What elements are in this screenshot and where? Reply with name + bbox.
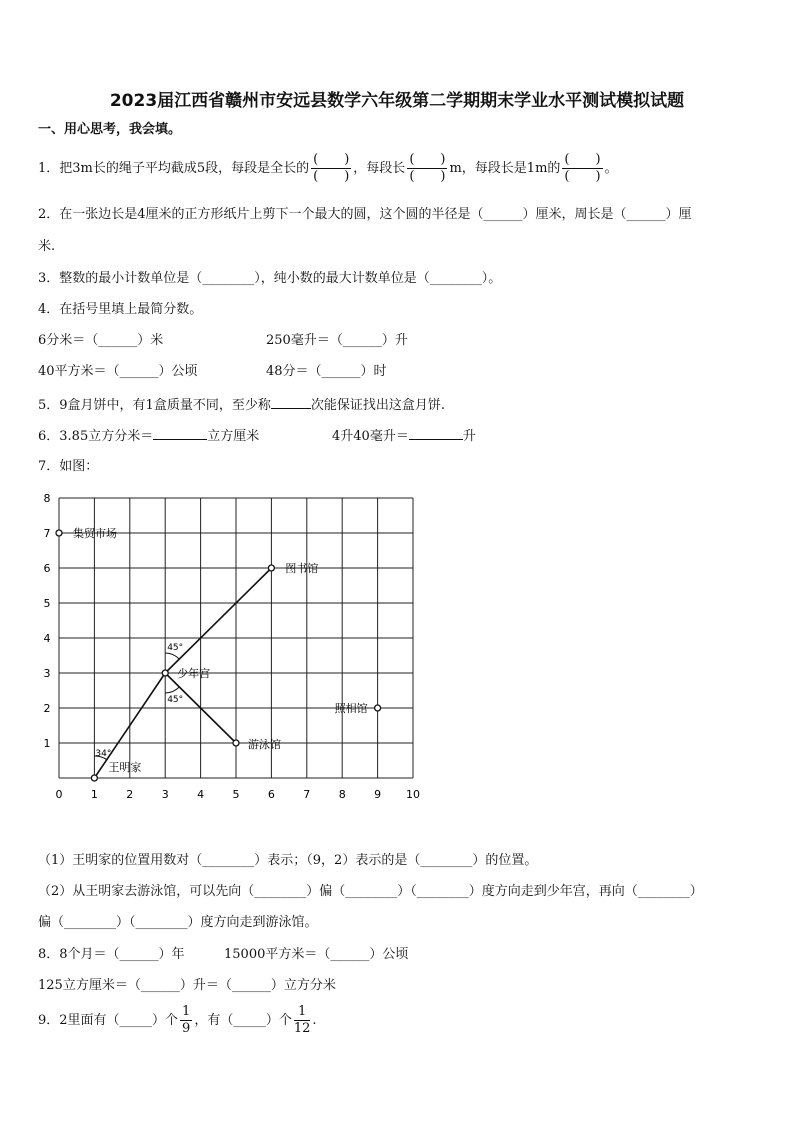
y-tick-label: 1 (43, 737, 51, 750)
y-tick-label: 8 (43, 492, 51, 505)
x-tick-label: 8 (338, 788, 346, 801)
x-tick-label: 5 (232, 788, 240, 801)
angle-arc (165, 653, 179, 659)
point-marker (162, 670, 168, 676)
point-marker (268, 565, 274, 571)
angle-label: 45° (167, 695, 184, 705)
question-9: 9．2里面有（_____）个 $\frac{1}{9}$ ，有（_____）个 $\frac{1}{12}$ . (38, 1004, 317, 1036)
question-7-heading: 7．如图： (38, 459, 99, 474)
y-tick-label: 2 (43, 702, 51, 715)
question-4-d: 48分＝（______）时 (266, 364, 387, 379)
question-4-b: 250毫升＝（______）升 (266, 333, 408, 348)
x-tick-label: 4 (197, 788, 205, 801)
q1-fraction-2: $\frac{( )}{( )}$ (409, 152, 446, 184)
x-tick-label: 7 (303, 788, 311, 801)
question-8-b: 15000平方米＝（______）公顷 (224, 947, 409, 962)
question-8-a: 8．8个月＝（______）年 (38, 947, 185, 962)
point-label: 照相馆 (334, 702, 368, 715)
point-label: 游泳馆 (248, 738, 281, 751)
grid-lines (59, 498, 413, 778)
angle-label: 34° (95, 749, 112, 759)
question-1 (38, 152, 618, 186)
answer-blank (153, 426, 207, 440)
q1-fraction-1: $\frac{( )}{( )}$ (313, 152, 350, 184)
question-5: 5．9盒月饼中，有1盒质量不同，至少称 次能保证找出这盒月饼. (38, 395, 445, 415)
angle-arc (165, 687, 179, 693)
x-tick-label: 0 (55, 788, 63, 801)
y-tick-label: 3 (43, 667, 51, 680)
x-tick-label: 1 (90, 788, 98, 801)
route-segment (165, 568, 271, 673)
q1-text-b: ，每段长 (353, 161, 406, 176)
x-tick-label: 6 (267, 788, 275, 801)
x-tick-label: 3 (161, 788, 169, 801)
answer-blank (271, 395, 311, 409)
x-tick-label: 9 (374, 788, 382, 801)
point-label: 图书馆 (285, 562, 319, 575)
section-heading: 一、用心思考，我会填。 (38, 122, 182, 137)
question-4-c: 40平方米＝（______）公顷 (38, 364, 198, 379)
point-marker (56, 530, 62, 536)
coordinate-grid-chart (30, 486, 430, 806)
question-6: 6．3.85立方分米＝ 立方厘米 (38, 426, 259, 446)
question-3: 3．整数的最小计数单位是（________），纯小数的最大计数单位是（________）。 (38, 271, 502, 286)
angle-label: 45° (167, 643, 184, 653)
question-7-sub2-line1: （2）从王明家去游泳馆，可以先向（________）偏（________）（________）度方向走到少年宫，再向（________） (38, 884, 703, 899)
point-label: 集贸市场 (73, 527, 117, 540)
question-2-line2: 米. (38, 239, 56, 254)
point-label: 王明家 (108, 761, 142, 774)
question-4-heading: 4．在括号里填上最简分数。 (38, 302, 203, 317)
y-tick-label: 5 (43, 597, 51, 610)
q9-fraction-2: $\frac{1}{12}$ (293, 1004, 311, 1036)
question-2-line1: 2．在一张边长是4厘米的正方形纸片上剪下一个最大的圆，这个圆的半径是（______）厘米，周长是（______）厘 (38, 207, 692, 222)
question-4-a: 6分米＝（______）米 (38, 333, 164, 348)
x-tick-label: 10 (406, 788, 420, 801)
y-tick-label: 4 (43, 632, 51, 645)
q1-text-a: 1．把3m长的绳子平均截成5段，每段是全长的 (38, 161, 310, 176)
y-tick-label: 6 (43, 562, 51, 575)
question-6-b: 4升40毫升＝ 升 (332, 426, 476, 446)
q1-text-c: m，每段长是1m的 (449, 161, 561, 176)
question-7-sub2-line2: 偏（________）（________）度方向走到游泳馆。 (38, 915, 318, 930)
q9-fraction-1: $\frac{1}{9}$ (182, 1004, 191, 1036)
point-marker (91, 775, 97, 781)
answer-blank (409, 426, 463, 440)
q1-text-d: 。 (604, 161, 618, 176)
x-tick-label: 2 (126, 788, 134, 801)
point-label: 少年宫 (177, 667, 211, 680)
y-tick-label: 7 (43, 527, 51, 540)
angle-marks (94, 643, 183, 760)
question-7-sub1: （1）王明家的位置用数对（________）表示；（9，2）表示的是（________）的位置。 (38, 853, 538, 868)
page-title: 2023届江西省赣州市安远县数学六年级第二学期期末学业水平测试模拟试题 (109, 91, 685, 111)
q1-fraction-3: $\frac{( )}{( )}$ (564, 152, 601, 184)
point-marker (233, 740, 239, 746)
point-marker (375, 705, 381, 711)
question-8-c: 125立方厘米＝（______）升＝（______）立方分米 (38, 978, 336, 993)
